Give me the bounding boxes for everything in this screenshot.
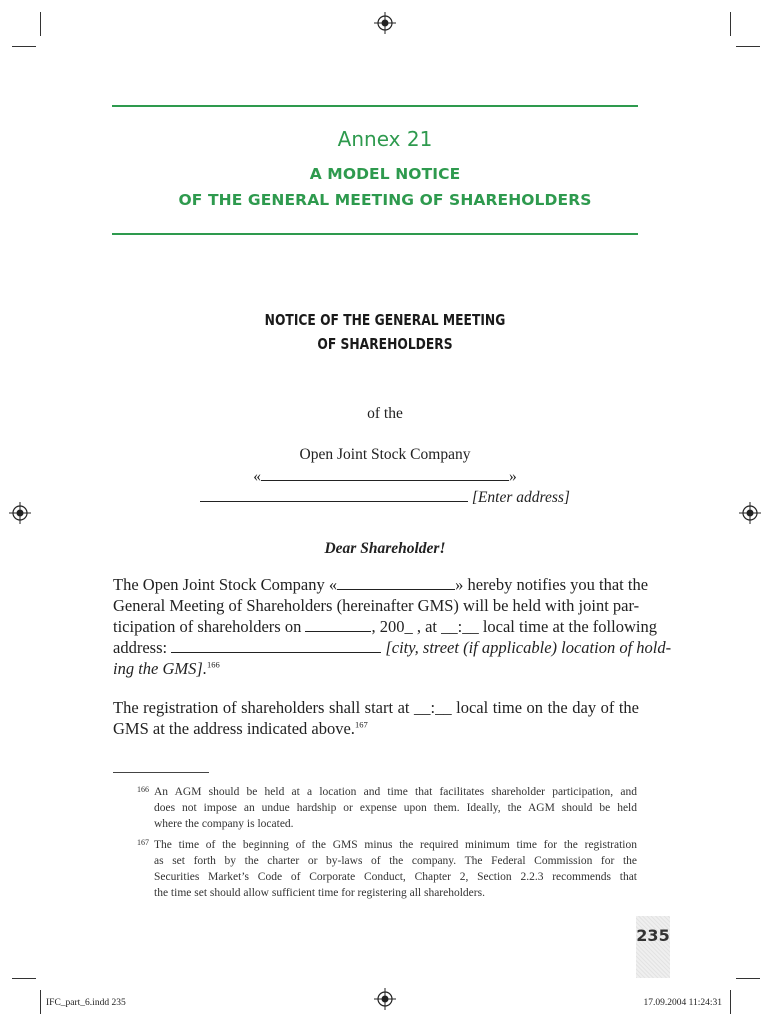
footnote-line: as set forth by the charter or by-laws of the company. The Federal Commission for the	[154, 855, 637, 867]
paragraph-line: The registration of shareholders shall start at __:__ local time on the day of the	[113, 698, 639, 717]
notice-heading-line1: NOTICE OF THE GENERAL MEETING	[264, 311, 506, 329]
annex-label: Annex 21	[337, 127, 433, 151]
company-name-blank	[337, 575, 455, 590]
footnote-number: 166	[137, 785, 149, 794]
footnote-line: the time set should allow sufficient time for registering all shareholders.	[154, 887, 485, 899]
footnote-ref: 167	[354, 719, 368, 730]
address-hint: [Enter address]	[471, 489, 570, 506]
address-blank	[200, 487, 468, 502]
footnote-167	[137, 837, 637, 901]
crop-mark	[40, 990, 41, 1014]
footnote-line: An AGM should be held at a location and time that facilitates shareholder participation, and	[154, 786, 637, 798]
crop-mark	[736, 978, 760, 979]
footnote-line: The time of the beginning of the GMS minus the required minimum time for the registration	[154, 839, 637, 851]
crop-mark	[730, 990, 731, 1014]
footnote-line: where the company is located.	[154, 818, 294, 830]
footnote-line: Securities Market’s Code of Corporate Conduct, Chapter 2, Section 2.2.3 recommends that	[154, 871, 637, 883]
paragraph-line: ing the GMS].$^{166}$	[113, 659, 220, 678]
notice-heading-line2: OF SHAREHOLDERS	[317, 335, 453, 353]
footnote-number: 167	[137, 838, 149, 847]
date-blank	[305, 617, 371, 632]
quote-close: »	[509, 468, 517, 485]
company-type: Open Joint Stock Company	[299, 446, 471, 463]
footnote-rule	[113, 772, 209, 773]
crop-mark	[40, 12, 41, 36]
header-rule-top	[112, 105, 638, 107]
crop-mark	[736, 46, 760, 47]
quote-open: «	[253, 468, 261, 485]
footnote-166	[137, 784, 637, 832]
registration-mark-icon	[374, 12, 396, 34]
page-number: 235	[636, 926, 670, 945]
crop-mark	[12, 978, 36, 979]
crop-mark	[730, 12, 731, 36]
slug-timestamp: 17.09.2004 11:24:31	[643, 998, 722, 1008]
slug-filename: IFC_part_6.indd 235	[46, 998, 126, 1008]
paragraph-line: The Open Joint Stock Company « » hereby notifies you that the	[113, 575, 649, 594]
location-blank	[171, 638, 381, 653]
header-rule-bottom	[112, 233, 638, 235]
annex-title-line2: OF THE GENERAL MEETING OF SHAREHOLDERS	[178, 191, 592, 209]
paragraph-line: address: [city, street (if applicable) location of hold-	[113, 638, 672, 657]
crop-mark	[12, 46, 36, 47]
company-name-line	[0, 466, 770, 486]
of-the-text: of the	[367, 405, 403, 422]
company-name-blank	[261, 466, 509, 481]
annex-title-line1: A MODEL NOTICE	[309, 165, 461, 183]
paragraph-line: ticipation of shareholders on , 200_ , at __:__ local time at the following	[113, 617, 657, 636]
notice-paragraph-2	[113, 697, 639, 739]
address-line	[0, 487, 770, 507]
footnote-line: does not impose an undue hardship or expense upon them. Ideally, the AGM should be held	[154, 802, 637, 814]
salutation: Dear Shareholder!	[324, 540, 446, 557]
paragraph-line: GMS at the address indicated above.$^{167}$	[113, 719, 368, 738]
paragraph-line: General Meeting of Shareholders (hereinafter GMS) will be held with joint par-	[113, 596, 640, 615]
notice-paragraph-1	[113, 574, 672, 679]
registration-mark-icon	[374, 988, 396, 1010]
footnote-ref: 166	[206, 659, 220, 670]
